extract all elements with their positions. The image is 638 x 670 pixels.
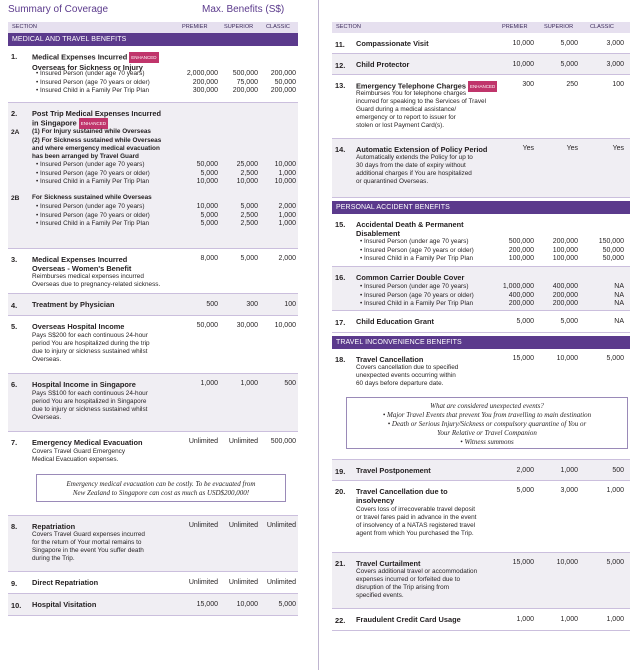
bullet: • Insured Person (under age 70 years): [36, 203, 145, 210]
benefit-row-19: [332, 460, 630, 481]
value-superior: 10,000: [556, 355, 578, 362]
value-superior: 2,500: [240, 211, 258, 219]
value-classic: 500: [284, 380, 296, 387]
row-title: Compassionate Visit: [356, 39, 429, 48]
benefit-row-9: [8, 572, 298, 594]
header-premier: PREMIER: [182, 24, 208, 30]
value-superior: 10,000: [236, 178, 258, 185]
title-line: insolvency: [356, 496, 395, 505]
value-classic: 5,000: [606, 355, 624, 362]
value-premier: 5,000: [200, 211, 218, 219]
value-superior: 1,000: [560, 616, 578, 623]
value-superior: 250: [566, 81, 578, 88]
value-classic: Unlimited: [266, 522, 296, 529]
value-classic: NA: [614, 291, 624, 299]
value-premier: 10,000: [196, 178, 218, 185]
benefit-row-2: [8, 103, 298, 249]
value-superior: 100,000: [552, 255, 578, 262]
value-superior: 200,000: [232, 87, 258, 94]
benefit-row-17: [332, 311, 630, 333]
value-premier: Unlimited: [188, 522, 218, 529]
header-section: SECTION: [12, 24, 37, 30]
value-classic: 1,000: [278, 169, 296, 177]
row-title: Automatic Extension of Policy Period: [356, 145, 488, 154]
benefit-row-22: [332, 609, 630, 631]
value-classic: 10,000: [274, 178, 296, 185]
value-premier: 200,000: [508, 300, 534, 307]
title-line: Medical Expenses Incurred: [32, 255, 128, 264]
bullet: • Insured Person (under age 70 years): [36, 161, 145, 168]
sub-2b-line: For Sickness sustained while Overseas: [32, 194, 152, 201]
value-classic: 50,000: [602, 255, 624, 262]
value-premier: 200,000: [508, 246, 534, 254]
note-line: • Death or Serious Injury/Sickness or compulsory quarantine of You or: [387, 420, 587, 428]
value-premier: Yes: [522, 145, 534, 152]
value-superior: Unlimited: [228, 522, 258, 529]
bullet: • Insured Person (age 70 years or older): [360, 291, 474, 299]
benefit-row-18: [332, 349, 630, 460]
enhanced-badge: ENHANCED: [79, 118, 108, 129]
row-desc: 30 days from the date of expiry without: [356, 162, 466, 169]
value-superior: 1,000: [560, 467, 578, 474]
value-premier: 1,000: [200, 380, 218, 387]
value-classic: 2,000: [278, 203, 296, 210]
benefit-row-1: [8, 46, 298, 103]
value-premier: 500: [206, 301, 218, 308]
value-premier: 100,000: [508, 255, 534, 262]
value-premier: Unlimited: [188, 438, 218, 445]
value-classic: 10,000: [274, 161, 296, 168]
right-column: [332, 22, 630, 631]
value-premier: 10,000: [196, 203, 218, 210]
benefit-row-5: [8, 316, 298, 374]
value-premier: 50,000: [196, 322, 218, 329]
row-desc: expenses incurred or forfeited due to: [356, 576, 461, 583]
title-line: Accidental Death & Permanent: [356, 220, 464, 229]
sub-number-2a: 2A: [11, 129, 20, 136]
value-classic: 150,000: [598, 238, 624, 245]
value-superior: 5,000: [240, 255, 258, 262]
benefit-row-6: [8, 374, 298, 432]
bullet: • Insured Person (under age 70 years): [36, 70, 145, 77]
row-number: 16.: [335, 273, 346, 282]
value-premier: 400,000: [508, 291, 534, 299]
value-premier: 50,000: [196, 161, 218, 168]
header-superior: SUPERIOR: [544, 24, 574, 30]
row-title: Child Protector: [356, 60, 410, 69]
value-classic: 500,000: [270, 438, 296, 445]
value-premier: 5,000: [200, 220, 218, 227]
note-line: • Witness summons: [460, 438, 514, 446]
row-desc: Singapore in the event You suffer death: [32, 547, 144, 554]
row-desc: or travel fares paid in advance in the event: [356, 514, 477, 521]
value-premier: 300,000: [192, 87, 218, 94]
row-number: 18.: [335, 355, 346, 364]
row-number: 20.: [335, 487, 346, 496]
header-classic: CLASSIC: [590, 24, 614, 30]
value-superior: 3,000: [560, 487, 578, 494]
row-desc: Reimburses medical expenses incurred: [32, 273, 144, 280]
value-classic: 100: [284, 301, 296, 308]
benefit-row-16: [332, 267, 630, 311]
row-desc: of insolvency of a NATAS registered travel: [356, 522, 476, 529]
row-title: Repatriation: [32, 522, 76, 531]
row-number: 17.: [335, 318, 346, 327]
row-title: Direct Repatriation: [32, 578, 99, 587]
row-desc: or quarantined Overseas.: [356, 178, 429, 185]
row-desc: Covers Travel Guard Emergency: [32, 448, 126, 455]
title-line: Overseas for Sickness or Injury: [32, 63, 143, 72]
row-desc: disruption of the Trip arising from: [356, 584, 450, 591]
value-classic: 500: [612, 467, 624, 474]
value-superior: Unlimited: [228, 579, 258, 586]
value-classic: 5,000: [278, 601, 296, 608]
value-classic: NA: [614, 300, 624, 307]
header-premier: PREMIER: [502, 24, 528, 30]
row-desc: Covers additional travel or accommodation: [356, 568, 478, 575]
row-desc: due to injury or sickness sustained whilst: [32, 406, 148, 413]
title-line: in Singapore: [32, 118, 77, 128]
row-desc: Pays S$200 for each continuous 24-hour: [32, 332, 148, 339]
value-premier: 10,000: [512, 40, 534, 47]
value-superior: 1,000: [240, 380, 258, 387]
row-desc: Overseas due to pregnancy-related sickness.: [32, 281, 161, 288]
value-superior: 30,000: [236, 322, 258, 329]
band-travel-inconvenience: TRAVEL INCONVENIENCE BENEFITS: [332, 336, 630, 349]
row-number: 11.: [335, 40, 345, 49]
value-premier: 200,000: [192, 78, 218, 86]
sub-number-2b: 2B: [11, 195, 20, 202]
row-desc: Guard during a medical assistance/: [356, 106, 457, 113]
row-desc: 60 days before departure date.: [356, 380, 444, 387]
value-premier: 15,000: [512, 559, 534, 566]
unexpected-events-note: [346, 397, 628, 449]
row-title: Common Carrier Double Cover: [356, 273, 465, 282]
benefit-row-7: [8, 432, 298, 516]
enhanced-badge: ENHANCED: [468, 81, 497, 92]
title-line: Post Trip Medical Expenses Incurred: [32, 109, 161, 118]
value-superior: 10,000: [556, 559, 578, 566]
row-desc: Covers cancellation due to specified: [356, 364, 459, 371]
value-premier: 10,000: [512, 61, 534, 68]
left-column: [8, 0, 298, 616]
row-number: 1.: [11, 52, 18, 61]
row-title: Fraudulent Credit Card Usage: [356, 615, 461, 624]
value-classic: 200,000: [270, 70, 296, 77]
bullet: • Insured Person (age 70 years or older): [36, 78, 150, 86]
row-desc: due to injury or sickness sustained whilst: [32, 348, 148, 355]
column-divider: [318, 0, 319, 670]
value-superior: 200,000: [552, 300, 578, 307]
bullet: • Insured Person (under age 70 years): [360, 238, 469, 245]
value-premier: 5,000: [516, 487, 534, 494]
row-number: 3.: [11, 255, 18, 264]
benefit-row-4: [8, 294, 298, 316]
row-title: Emergency Medical Evacuation: [32, 438, 143, 447]
row-number: 8.: [11, 522, 18, 531]
bullet: • Insured Child in a Family Per Trip Plan: [36, 87, 150, 94]
row-desc: period You are hospitalized during the trip: [32, 340, 150, 347]
value-classic: 2,000: [278, 255, 296, 262]
right-table-header: [332, 22, 630, 33]
benefit-row-10: [8, 594, 298, 616]
left-table-header: [8, 22, 298, 33]
row-number: 4.: [11, 301, 18, 310]
row-desc: during the Trip.: [32, 555, 75, 562]
benefit-row-15: [332, 214, 630, 267]
row-title: Child Education Grant: [356, 317, 435, 326]
value-superior: 2,500: [240, 169, 258, 177]
value-classic: 1,000: [606, 616, 624, 623]
row-desc: Overseas.: [32, 356, 62, 363]
row-title: Travel Postponement: [356, 466, 431, 475]
bullet: • Insured Child in a Family Per Trip Plan: [360, 300, 474, 307]
bullet: • Insured Person (age 70 years or older): [36, 211, 150, 219]
value-superior: 10,000: [236, 601, 258, 608]
value-classic: 50,000: [274, 78, 296, 86]
value-superior: 400,000: [552, 283, 578, 290]
title-line: Medical Expenses Incurred: [32, 52, 128, 62]
value-premier: 8,000: [200, 255, 218, 262]
row-desc: stolen or lost Payment Card(s).: [356, 122, 445, 129]
value-superior: 5,000: [560, 61, 578, 68]
row-title: Hospital Income in Singapore: [32, 380, 136, 389]
value-superior: 2,500: [240, 220, 258, 227]
value-premier: 1,000,000: [502, 283, 534, 290]
row-number: 9.: [11, 579, 18, 588]
row-number: 6.: [11, 380, 18, 389]
header-section: SECTION: [336, 24, 361, 30]
bullet: • Insured Person (under age 70 years): [360, 283, 469, 290]
row-number: 14.: [335, 145, 346, 154]
value-superior: 200,000: [552, 238, 578, 245]
value-classic: 1,000: [278, 220, 296, 227]
row-desc: specified events.: [356, 592, 404, 599]
row-title: Travel Curtailment: [356, 559, 421, 568]
row-number: 15.: [335, 220, 346, 229]
note-line: What are considered unexpected events?: [430, 402, 544, 410]
note-line: • Major Travel Events that prevent You from travelling to main destination: [382, 411, 592, 419]
value-classic: 3,000: [606, 40, 624, 47]
title-line: Disablement: [356, 229, 400, 238]
row-number: 5.: [11, 322, 18, 331]
row-desc: Automatically extends the Policy for up to: [356, 154, 473, 161]
row-number: 22.: [335, 616, 346, 625]
value-classic: 10,000: [274, 322, 296, 329]
title-line: Overseas - Women's Benefit: [32, 264, 132, 273]
bullet: • Insured Person (age 70 years or older): [360, 246, 474, 254]
band-medical-travel: MEDICAL AND TRAVEL BENEFITS: [8, 33, 298, 46]
note-line: Your Relative or Travel Companion: [437, 429, 537, 437]
value-premier: 2,000,000: [186, 70, 218, 77]
bullet: • Insured Person (age 70 years or older): [36, 169, 150, 177]
value-superior: 25,000: [236, 161, 258, 168]
value-premier: 15,000: [196, 601, 218, 608]
benefit-row-11: [332, 33, 630, 54]
value-superior: 100,000: [552, 246, 578, 254]
benefit-row-20: [332, 481, 630, 553]
value-premier: 300: [522, 81, 534, 88]
row-title: [32, 52, 159, 72]
benefit-row-8: [8, 516, 298, 572]
value-superior: 5,000: [560, 40, 578, 47]
sub-2a-line: (2) For Sickness sustained while Overseas: [32, 137, 162, 144]
value-premier: 15,000: [512, 355, 534, 362]
row-desc: incurred for speaking to the Services of Travel: [356, 98, 487, 105]
row-desc: agent from which You purchased the Trip.: [356, 530, 474, 537]
row-desc: Overseas.: [32, 414, 62, 421]
summary-title: Summary of Coverage: [8, 4, 109, 15]
value-classic: 5,000: [606, 559, 624, 566]
value-superior: 75,000: [236, 78, 258, 86]
row-title: [32, 255, 131, 273]
value-premier: Unlimited: [188, 579, 218, 586]
row-title: Overseas Hospital Income: [32, 322, 125, 331]
value-superior: Unlimited: [228, 438, 258, 445]
bullet: • Insured Child in a Family Per Trip Plan: [36, 178, 150, 185]
row-title: [356, 487, 448, 505]
row-desc: emergency or to report to issuer for: [356, 114, 456, 121]
row-desc: for the return of Your mortal remains to: [32, 539, 142, 546]
value-premier: 5,000: [516, 318, 534, 325]
row-number: 21.: [335, 559, 346, 568]
value-classic: NA: [614, 318, 624, 325]
row-number: 12.: [335, 61, 346, 70]
row-number: 2.: [11, 109, 18, 118]
row-title: Treatment by Physician: [32, 300, 115, 309]
value-superior: 500,000: [232, 70, 258, 77]
row-desc: Pays S$100 for each continuous 24-hour: [32, 390, 148, 397]
row-title: Travel Cancellation: [356, 355, 424, 364]
value-superior: 5,000: [240, 203, 258, 210]
benefit-row-12: [332, 54, 630, 75]
value-superior: Yes: [566, 145, 578, 152]
band-personal-accident: PERSONAL ACCIDENT BENEFITS: [332, 201, 630, 214]
header-classic: CLASSIC: [266, 24, 290, 30]
note-line: Emergency medical evacuation can be costly. To be evacuated from: [66, 480, 256, 488]
value-superior: 5,000: [560, 318, 578, 325]
row-desc: additional charges if You are hospitalized: [356, 170, 472, 177]
row-desc: Covers loss of irrecoverable travel deposit: [356, 506, 475, 513]
row-desc: Covers Travel Guard expenses incurred: [32, 531, 145, 538]
value-premier: 2,000: [516, 467, 534, 474]
title-line: Emergency Telephone Charges: [356, 81, 466, 91]
row-desc: unexpected events occurring within: [356, 372, 456, 379]
benefit-row-13: [332, 75, 630, 139]
row-number: 10.: [11, 601, 22, 610]
row-title: Hospital Visitation: [32, 600, 97, 609]
row-number: 7.: [11, 438, 18, 447]
value-superior: 300: [246, 301, 258, 308]
max-benefits-title: Max. Benefits (S$): [202, 4, 285, 15]
value-classic: NA: [614, 283, 624, 290]
benefit-row-14: [332, 139, 630, 198]
row-title: [32, 109, 161, 129]
value-classic: 200,000: [270, 87, 296, 94]
sub-2a-line: has been arranged by Travel Guard: [32, 153, 139, 160]
evacuation-cost-note: [36, 474, 286, 502]
sub-2a-line: (1) For Injury sustained while Overseas: [32, 128, 151, 135]
value-classic: 50,000: [602, 246, 624, 254]
value-classic: 1,000: [278, 211, 296, 219]
left-top: [8, 0, 298, 22]
row-desc: Reimburses You for telephone charges: [356, 90, 467, 97]
value-classic: 100: [612, 81, 624, 88]
title-line: Travel Cancellation due to: [356, 487, 448, 496]
row-title: [356, 220, 464, 238]
row-desc: Medical Evacuation expenses.: [32, 456, 119, 463]
sub-2a-line: and where emergency medical evacuation: [32, 145, 160, 152]
value-premier: 500,000: [508, 238, 534, 245]
value-classic: Unlimited: [266, 579, 296, 586]
bullet: • Insured Child in a Family Per Trip Plan: [360, 255, 474, 262]
value-classic: Yes: [612, 145, 624, 152]
row-number: 13.: [335, 81, 346, 90]
row-desc: period You are hospitalized in Singapore: [32, 398, 147, 405]
enhanced-badge: ENHANCED: [129, 52, 158, 63]
value-classic: 1,000: [606, 487, 624, 494]
value-premier: 5,000: [200, 169, 218, 177]
note-line: New Zealand to Singapore can cost as much as USD$200,000!: [72, 489, 250, 497]
benefit-row-21: [332, 553, 630, 609]
value-superior: 200,000: [552, 291, 578, 299]
value-classic: 3,000: [606, 61, 624, 68]
bullet: • Insured Child in a Family Per Trip Plan: [36, 220, 150, 227]
benefit-row-3: [8, 249, 298, 294]
value-premier: 1,000: [516, 616, 534, 623]
header-superior: SUPERIOR: [224, 24, 254, 30]
row-number: 19.: [335, 467, 346, 476]
